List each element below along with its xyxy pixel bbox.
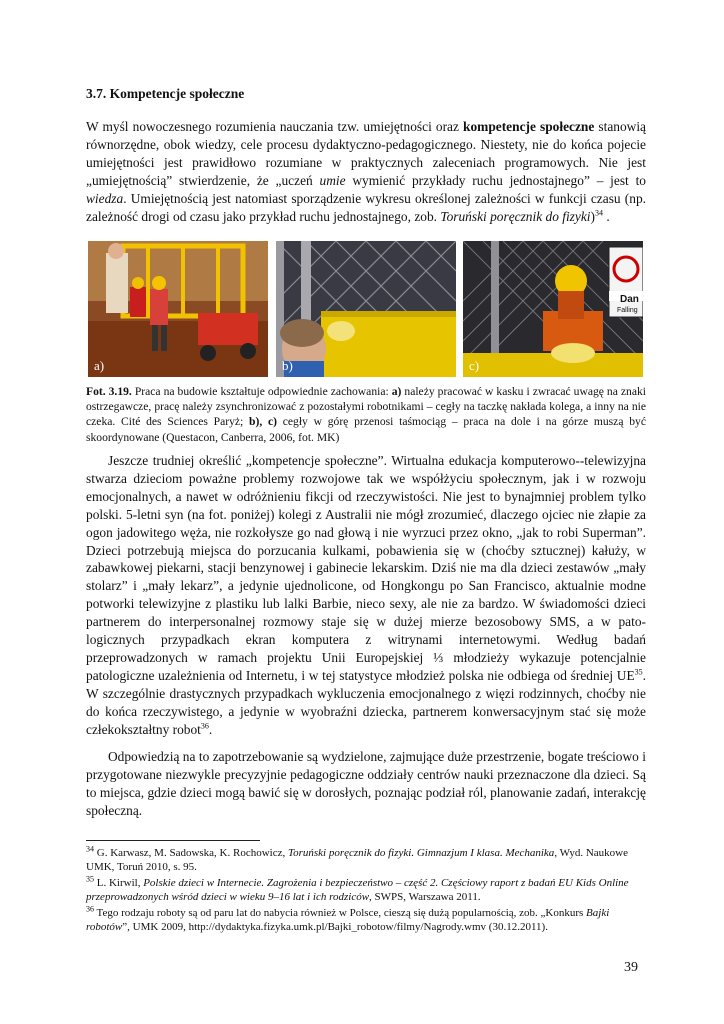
footnote-34 bbox=[86, 846, 646, 874]
text: . bbox=[208, 721, 213, 737]
photo-a-label: a) bbox=[94, 358, 105, 373]
footnote-35 bbox=[86, 876, 646, 904]
text: stanowią równorzędne, obok wiedzy, cele procesu dydaktyczno-pedagogicznego. Niestety, nie do końca pojecie umiejętności jest prawidłowo rozumiane w praktycznych zaleceniach programowych. Nie jest „umiejętnością” stwierdzenie, że „uczeń bbox=[86, 119, 647, 188]
footnote-number: 35 bbox=[86, 874, 94, 884]
text: . bbox=[602, 208, 610, 224]
footnote-ref: 35 bbox=[634, 667, 643, 677]
photo-a bbox=[88, 241, 268, 377]
page-number: 39 bbox=[624, 960, 638, 975]
photo-c-label: c) bbox=[469, 358, 480, 373]
text: należy pracować w kasku i zwracać uwagę na znaki ostrzegawcze, pracę należy zsynchronizować z pozostałymi robotnikami – cegły na taczkę nakłada kolega, a inny na nie czeka. Cité des Sciences Paryż; bbox=[86, 385, 646, 429]
text: wymienić przykłady ruchu jednostajnego” – jest to bbox=[345, 172, 646, 188]
footnote-rule bbox=[86, 840, 260, 841]
sign-text: Dan bbox=[620, 294, 639, 305]
footnote-ref: 36 bbox=[200, 721, 209, 731]
footnotes bbox=[86, 846, 646, 936]
caption-label: Fot. 3.19. bbox=[86, 385, 132, 398]
caption-marker: b), c) bbox=[249, 415, 277, 429]
text: ) bbox=[590, 208, 595, 224]
footnote-36 bbox=[86, 906, 646, 934]
paragraph-2 bbox=[86, 452, 646, 739]
section-title: 3.7. Kompetencje społeczne bbox=[86, 86, 245, 101]
caption-marker: a) bbox=[391, 385, 402, 398]
text: W myśl nowoczesnego rozumienia nauczania tzw. umiejętności oraz bbox=[86, 119, 464, 134]
text: , SWPS, Warszawa 2011. bbox=[369, 891, 481, 903]
photo-row bbox=[86, 241, 646, 377]
text: Jeszcze trudniej określić „kompetencje społeczne”. Wirtualna edukacja komputerowo--telewizyjna stwarza dzieciom poważne problemy rozwojowe tak we współżyciu społecznym, jak i w rozwoju emocjonalnych, a nawet w odróżnieniu fikcji od rzeczywistości. Nie jest to bynajmniej problem tylko polski. 5-letni syn (na fot. poniżej) kolegi z Australii nie mógł zrozumieć, dlaczego ojciec nie złapie za ogon jadowitego węża, nie rozkołysze go nad głową i nie wyrzuci przez okno, „jak to robi Superman”. Dzieci potrzebują miejsca do porzucania kulkami, pobawienia się w (choćby sztucznej) kałuży, w zabawkowej piekarni, stacji benzynowej i gabinecie lekarskim. Dziś nie ma dla dzieci zestawów „mały stolarz” i „mały lekarz”, a jedynie ujednolicone, od Hongkongu po San Francisco, aktualnie modne potworki telewizyjne z plastiku lub lalki Barbie, nieco sexy, ale nie za bardzo. W świadomości dzieci partnerem do interpersonalnej rozmowy staje się w dużej mierze bezosobowy SMS, a w pato-logicznych przypadkach ekran komputera z witrynami internetowymi. Według badań przeprowadzonych w ramach projektu Unii Europejskiej ⅓ młodzieży wykazuje potencjalnie patologiczne uzależnienia od Internetu, i w tej statystyce młodzież polska nie odbiega od średniej UE bbox=[86, 453, 646, 683]
bold-term: kompetencje społeczne bbox=[463, 119, 595, 134]
text: L. Kirwil, bbox=[94, 877, 144, 889]
photo-c bbox=[463, 241, 643, 377]
sign-subtext: Falling bbox=[617, 307, 638, 314]
italic-title: Toruński poręcznik do fizyki bbox=[440, 208, 591, 224]
photo-c-image bbox=[463, 241, 643, 377]
footnote-number: 36 bbox=[86, 904, 94, 914]
photo-b bbox=[276, 241, 456, 377]
text: . W szczególnie drastycznych przypadkach wykluczenia emocjonalnego z więzi rodzinnych, choćby nie do końca rzeczywistego, a jedynie w wyobraźni dziecka, partnerem konwersacyjnym stać się może człekokształtny robot bbox=[86, 667, 646, 737]
text: ”, UMK 2009, http://dydaktyka.fizyka.umk.pl/Bajki_robotow/filmy/Nagrody.wmv (30.12.2011). bbox=[122, 921, 548, 933]
text: cegły w górę przenosi taśmociąg – praca na dole i na górze muszą być skoordynowane (Questacon, Canberra, 2006, fot. MK) bbox=[86, 415, 646, 444]
italic-title: Polskie dzieci w Internecie. Zagrożenia i bezpieczeństwo – część 2. Częściowy raport z badań EU Kids Online przeprowadzonych wśród dzieci w wieku 9–16 lat i ich rodziców bbox=[86, 877, 629, 903]
paragraph-3: Odpowiedzią na to zapotrzebowanie są wydzielone, zajmujące duże przestrzenie, bogate treściowo i przygotowane niezwykle precyzyjnie pedagogiczne oddziały centrów nauki przeznaczone dla dzieci. Są to miejsca, gdzie dzieci mogą bawić się w dorosłych, poznając podział ról, planowanie zadań, interakcję społeczną. bbox=[86, 749, 646, 818]
footnote-number: 34 bbox=[86, 844, 94, 854]
italic-title: Toruński poręcznik do fizyki. Gimnazjum I klasa. Mechanika bbox=[288, 847, 555, 859]
italic-term: umie bbox=[319, 172, 346, 188]
photo-b-label: b) bbox=[282, 358, 293, 373]
footnote-ref: 34 bbox=[594, 208, 603, 218]
italic-title: Bajki robotów bbox=[86, 907, 610, 933]
text: Tego rodzaju roboty są od paru lat do nabycia również w Polsce, cieszą się dużą popularnością, zob. „Konkurs bbox=[94, 907, 587, 919]
text: , Wyd. Naukowe UMK, Toruń 2010, s. 95. bbox=[86, 847, 628, 873]
paragraph-1 bbox=[86, 118, 646, 225]
text: . Umiejętnością jest natomiast sporządzenie wykresu określonej zależności w funkcji czasu (np. zależność drogi od czasu jako przykład ruchu jednostajnego, zob. bbox=[86, 190, 646, 224]
photo-b-image bbox=[276, 241, 456, 377]
photo-a-image bbox=[88, 241, 268, 377]
italic-term: wiedza bbox=[86, 190, 124, 206]
figure-caption bbox=[86, 384, 646, 445]
text: G. Karwasz, M. Sadowska, K. Rochowicz, bbox=[94, 847, 288, 859]
text: Praca na budowie kształtuje odpowiednie zachowania: bbox=[131, 385, 392, 398]
